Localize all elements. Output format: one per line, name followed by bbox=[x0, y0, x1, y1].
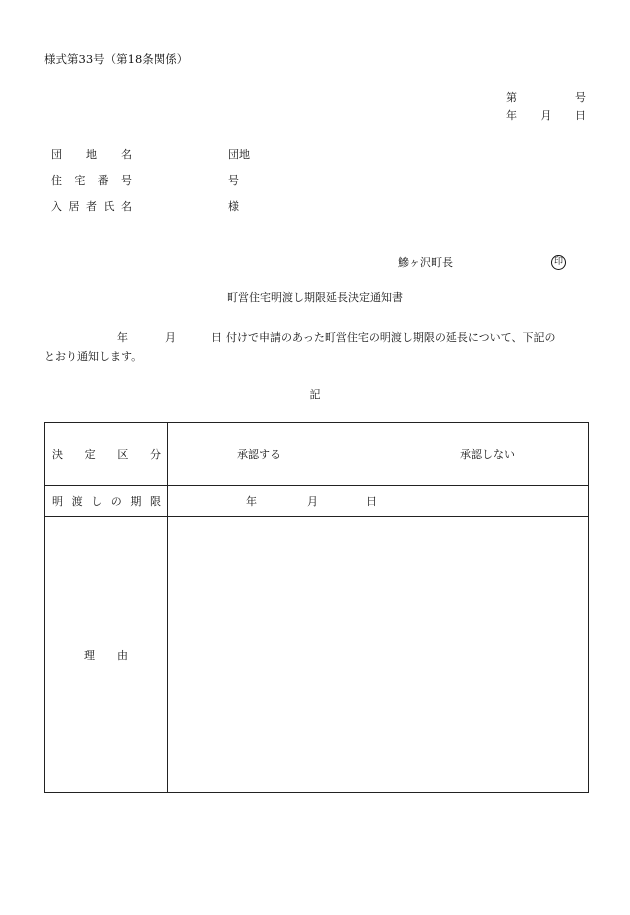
table-row-decision bbox=[45, 423, 589, 486]
issuer-name: 鰺ヶ沢町長 bbox=[398, 256, 453, 269]
decision-label-cell bbox=[45, 423, 168, 486]
document-number-prefix: 第 bbox=[506, 91, 517, 104]
nyukyo-label-char: 名 bbox=[121, 200, 132, 213]
date-year-label: 年 bbox=[506, 109, 517, 122]
body-line-2: とおり通知します。 bbox=[44, 350, 143, 363]
decision-label-char: 分 bbox=[149, 448, 161, 461]
document-title: 町営住宅明渡し期限延長決定通知書 bbox=[227, 291, 403, 304]
decision-options-cell bbox=[168, 423, 589, 486]
jutaku-label-char: 号 bbox=[120, 174, 132, 187]
deadline-year-label: 年 bbox=[246, 495, 257, 508]
reason-label-char: 由 bbox=[117, 648, 128, 662]
nyukyo-label-char: 入 bbox=[51, 200, 62, 213]
decision-label-char: 定 bbox=[84, 448, 96, 461]
table-row-reason bbox=[45, 517, 589, 793]
deadline-month-label: 月 bbox=[307, 495, 318, 508]
deadline-label-char: 期 bbox=[130, 495, 142, 508]
jutaku-label-char: 宅 bbox=[74, 174, 86, 187]
danchi-label bbox=[51, 149, 132, 160]
danchi-label-char: 名 bbox=[121, 148, 132, 161]
deadline-value-cell[interactable] bbox=[168, 486, 589, 517]
ki-heading: 記 bbox=[309, 388, 321, 401]
deadline-label-char: の bbox=[110, 495, 122, 508]
danchi-label-char: 地 bbox=[86, 148, 97, 161]
body-day-label: 日 bbox=[211, 331, 222, 344]
body-year-label: 年 bbox=[117, 331, 128, 344]
table-row-deadline bbox=[45, 486, 589, 517]
jutaku-bango-value: 号 bbox=[228, 174, 239, 187]
decision-label-char: 区 bbox=[117, 448, 129, 461]
nyukyosha-value: 様 bbox=[228, 200, 239, 213]
reason-label-char: 理 bbox=[84, 648, 95, 662]
deadline-label-char: 渡 bbox=[71, 495, 83, 508]
deadline-label-char: 限 bbox=[149, 495, 161, 508]
jutaku-label-char: 住 bbox=[51, 174, 62, 187]
nyukyo-label-char: 氏 bbox=[103, 200, 115, 213]
option-approve[interactable]: 承認する bbox=[237, 448, 281, 461]
date-day-label: 日 bbox=[575, 109, 586, 122]
body-month-label: 月 bbox=[165, 331, 176, 344]
deadline-label-char: 明 bbox=[52, 495, 63, 508]
danchi-label-char: 団 bbox=[51, 148, 62, 161]
reason-value-cell[interactable] bbox=[168, 517, 589, 793]
nyukyosha-label bbox=[51, 201, 132, 212]
nyukyo-label-char: 者 bbox=[86, 200, 97, 213]
deadline-label-char: し bbox=[91, 495, 103, 508]
document-number-suffix: 号 bbox=[575, 91, 586, 104]
body-line-1: 付けで申請のあった町営住宅の明渡し期限の延長について、下記の bbox=[226, 331, 556, 344]
decision-table bbox=[44, 422, 589, 793]
danchi-value: 団地 bbox=[228, 148, 250, 161]
document-date bbox=[506, 110, 586, 121]
jutaku-label-char: 番 bbox=[97, 174, 109, 187]
option-reject[interactable]: 承認しない bbox=[460, 448, 515, 461]
form-number: 様式第33号（第18条関係） bbox=[44, 52, 189, 66]
nyukyo-label-char: 居 bbox=[68, 200, 80, 213]
deadline-label-cell bbox=[45, 486, 168, 517]
jutaku-bango-label bbox=[51, 175, 132, 186]
deadline-day-label: 日 bbox=[366, 495, 377, 508]
reason-label-cell bbox=[45, 517, 168, 793]
seal-mark: 印 bbox=[551, 255, 566, 270]
decision-label-char: 決 bbox=[52, 448, 63, 461]
date-month-label: 月 bbox=[540, 109, 552, 122]
document-number bbox=[506, 92, 586, 103]
